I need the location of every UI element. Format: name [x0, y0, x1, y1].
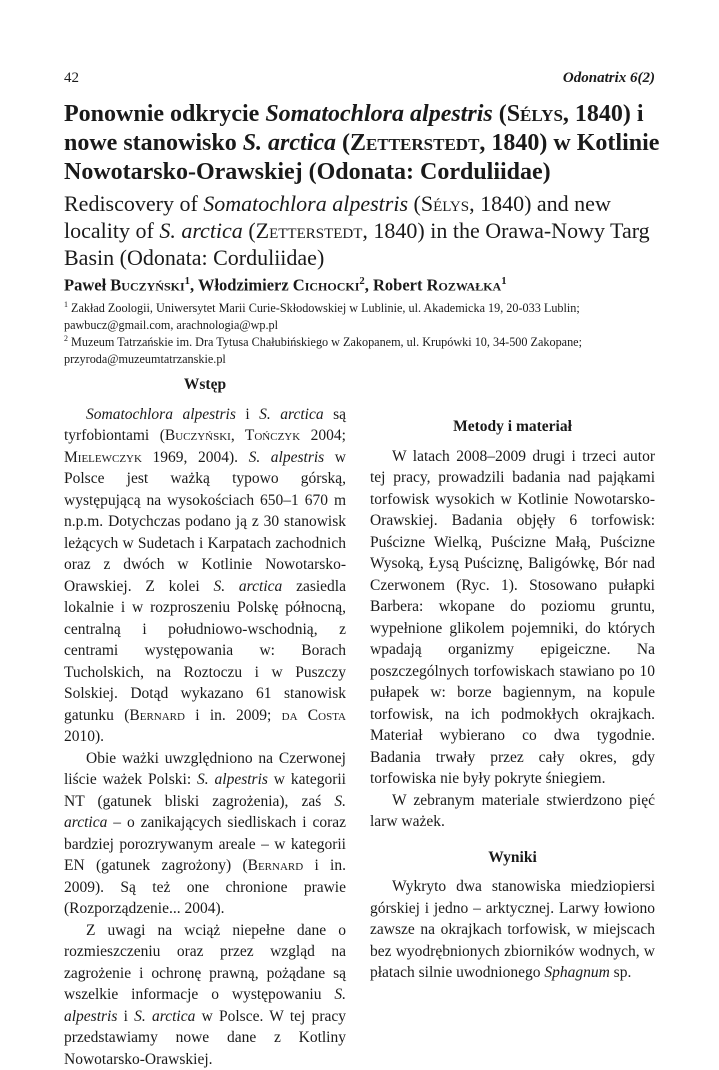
intro-paragraph-1: Somatochlora alpestris i S. arctica są tyrfobiontami (Buczyński, Tończyk 2004; Mielewczyk 1969, 2004). S. alpestris w Polsce jest ważką typowo górską, występującą na wysokościach 650–1 670 m n.p.m. Dotychczas podano ją z 30 stanowisk leżących w Sudetach i Karpatach zachodnich oraz z dwóch w Kotlinie Nowotarsko-Orawskiej. Z kolei S. arctica zasiedla lokalnie i w rozproszeniu Polskę północną, centralną i południowo-wschodnią, z centrami występowania w: Borach Tucholskich, na Roztoczu i w Puszczy Solskiej. Dotąd wykazano 61 stanowisk gatunku (Bernard i in. 2009; da Costa 2010).	[64, 404, 346, 748]
intro-paragraph-2: Obie ważki uwzględniono na Czerwonej liście ważek Polski: S. alpestris w kategorii NT (gatunek bliski zagrożenia), zaś S. arctica – o zanikających siedliskach i coraz bardziej porozrywanym areale – w kategorii EN (gatunek zagrożony) (Bernard i in. 2009). Są też one chronione prawie (Rozporządzenie... 2004).	[64, 748, 346, 920]
page-number: 42	[64, 70, 79, 87]
section-heading-methods: Metody i materiał	[370, 416, 655, 438]
section-heading-results: Wyniki	[370, 847, 655, 869]
methods-paragraph-2: W zebranym materiale stwierdzono pięć larw ważek.	[370, 790, 655, 833]
right-column	[370, 446, 655, 984]
title-polish: Ponownie odkrycie Somatochlora alpestris (Sélys, 1840) i nowe stanowisko S. arctica (Zetterstedt, 1840) w Kotlinie Nowotarsko-Orawskiej (Odonata: Corduliidae)	[64, 100, 664, 187]
affiliation-2: $^2$ Muzeum Tatrzańskie im. Dra Tytusa Chałubińskiego w Zakopanem, ul. Krupówki 10, 34-500 Zakopane; przyroda@muzeumtatrzanskie.pl	[64, 330, 664, 368]
methods-paragraph-1: W latach 2008–2009 drugi i trzeci autor tej pracy, prowadzili badania nad pająkami torfowisk wysokich w Kotlinie Nowotarsko-Orawskiej. Badania objęły 6 torfowisk: Puścizne Wielką, Puścizne Małą, Puścizne Wysoką, Łysą Puściznę, Baligówkę, Bór nad Czerwonem (Ryc. 1). Stosowano pułapki Barbera: wkopane do poziomu gruntu, wypełnione glikolem pojemniki, do których wpadają organizmy epigeiczne. Na poszczególnych torfowiskach stawiano po 10 pułapek w: borze bagiennym, na kopule torfowisk, na ich podmokłych okrajkach. Materiał wybierano co dwa tygodnie. Badania trwały przez cały okres, gdy torfowiska nie były pokryte śniegiem.	[370, 446, 655, 790]
left-column	[64, 374, 346, 1070]
intro-paragraph-3: Z uwagi na wciąż niepełne dane o rozmieszczeniu oraz przez wzgląd na zagrożenie i ochronę prawną, pożądane są wszelkie informacje o występowaniu S. alpestris i S. arctica w Polsce. W tej pracy przedstawiamy nowe dane z Kotliny Nowotarsko-Orawskiej.	[64, 920, 346, 1070]
journal-name: Odonatrix 6(2)	[563, 70, 655, 87]
affiliation-1: $^1$ Zakład Zoologii, Uniwersytet Marii Curie-Skłodowskiej w Lublinie, ul. Akademicka 19, 20-033 Lublin; pawbucz@gmail.com, arachnologia@wp.pl	[64, 296, 664, 334]
section-heading-intro: Wstęp	[64, 374, 346, 396]
author-list: Paweł Buczyński$^1$, Włodzimierz Cichocki$^2$, Robert Rozwałka$^1$	[64, 275, 664, 296]
title-english: Rediscovery of Somatochlora alpestris (Sélys, 1840) and new locality of S. arctica (Zetterstedt, 1840) in the Orawa-Nowy Targ Basin (Odonata: Corduliidae)	[64, 190, 664, 271]
results-paragraph-1: Wykryto dwa stanowiska miedziopiersi górskiej i jedno – arktycznej. Larwy łowiono zawsze na okrajkach torfowisk, w miejscach bez wyodrębnionych zbiorników wodnych, w płatach silnie uwodnionego Sphagnum sp.	[370, 876, 655, 984]
